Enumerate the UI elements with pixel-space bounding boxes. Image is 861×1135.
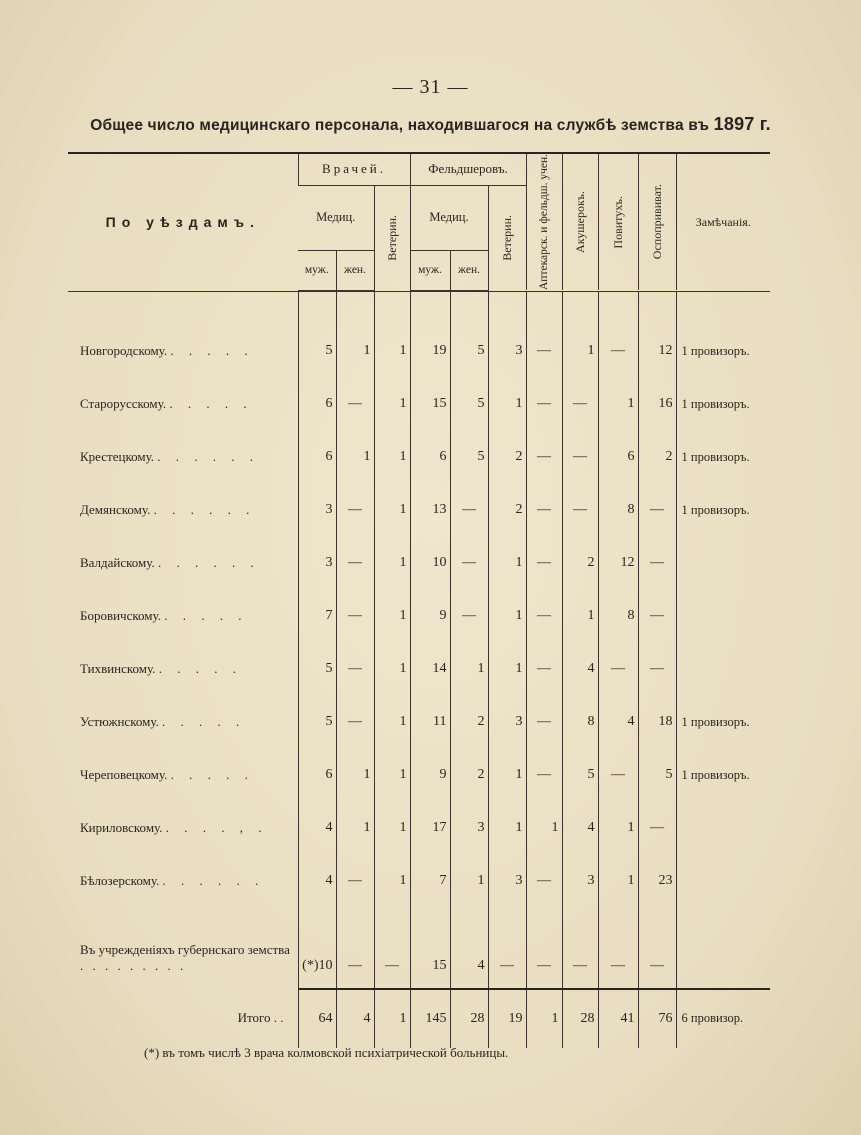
footnote: (*) въ томъ числѣ 3 врача колмовской психіатрической больницы. [144,1045,509,1060]
district-name: Череповецкому. . . . . . [80,767,254,782]
cell-ak: 5 [562,749,598,802]
table-row [68,696,770,749]
cell-remarks: 1 провизоръ. [676,431,770,484]
cell-pov: 6 [598,431,638,484]
cell-d_m: 5 [298,325,336,378]
cell-f_v: 3 [488,325,526,378]
remarks-header: Замѣчанія. [676,153,770,290]
district-name: Бѣлозерскому. . . . . . . [80,873,265,888]
district-header: По уѣздамъ. [105,213,260,230]
cell-ph: — [526,537,562,590]
cell-ak: 1 [562,590,598,643]
district-name: Боровичскому. . . . . . [80,608,248,623]
cell-pov: — [598,749,638,802]
cell-f_m: 17 [410,802,450,855]
cell-f_v: — [488,908,526,978]
cell-f_m: 7 [410,855,450,908]
district-name: Тихвинскому. . . . . . [80,661,242,676]
cell-d_f: — [336,590,374,643]
cell-f_m: 6 [410,431,450,484]
cell-d_m: 3 [298,484,336,537]
vaccinators-header: Оспопрививат. [638,153,676,290]
cell-f_m: 9 [410,749,450,802]
cell-ph: — [526,643,562,696]
pharmacists-header: Аптекарск. и фельдш. учен. [526,153,562,290]
cell-d_m: 3 [298,537,336,590]
cell-pov: 12 [598,537,638,590]
cell-remarks: 1 провизоръ. [676,378,770,431]
cell-pov: — [598,908,638,978]
cell-osp: 12 [638,325,676,378]
cell-pov: 8 [598,484,638,537]
cell-pov: 4 [598,696,638,749]
cell-pov: 1 [598,378,638,431]
cell-f_v: 1 [488,643,526,696]
cell-osp: 16 [638,378,676,431]
cell-ak: 4 [562,802,598,855]
cell-d_m: 7 [298,590,336,643]
cell-d_v: 1 [374,378,410,431]
cell-remarks: 1 провизоръ. [676,749,770,802]
district-name: Демянскому. . . . . . . [80,502,256,517]
feldshers-medical-header: Медиц. [410,185,488,250]
cell-ph: 1 [526,989,562,1048]
cell-ak: 3 [562,855,598,908]
cell-remarks [676,590,770,643]
table-row [68,590,770,643]
cell-ph: — [526,908,562,978]
cell-d_v: 1 [374,855,410,908]
page-number: — 31 — [392,76,469,98]
cell-f_m: 9 [410,590,450,643]
cell-pov: 41 [598,989,638,1048]
district-name: Старорусскому. . . . . . [80,396,253,411]
table-row [68,643,770,696]
cell-ph: — [526,696,562,749]
cell-pov: — [598,325,638,378]
cell-d_m: 6 [298,431,336,484]
doctors-male-header: муж. [298,250,336,290]
cell-d_f: 1 [336,431,374,484]
cell-d_f: — [336,643,374,696]
cell-d_f: — [336,537,374,590]
cell-f_v: 19 [488,989,526,1048]
table-row [68,484,770,537]
cell-d_f: — [336,855,374,908]
cell-f_m: 145 [410,989,450,1048]
table-row [68,537,770,590]
cell-d_v: 1 [374,325,410,378]
cell-f_v: 2 [488,431,526,484]
doctors-vet-header: Ветерин. [374,185,410,290]
title-year: 1897 г. [713,114,771,134]
cell-osp: — [638,802,676,855]
cell-d_f: — [336,696,374,749]
cell-d_m: 6 [298,749,336,802]
cell-remarks: 1 провизоръ. [676,484,770,537]
cell-f_f: — [450,484,488,537]
feldshers-header: Фельдшеровъ. [410,153,526,185]
cell-f_v: 1 [488,749,526,802]
cell-ak: 1 [562,325,598,378]
cell-f_f: 2 [450,696,488,749]
cell-f_f: 1 [450,643,488,696]
cell-d_m: 4 [298,855,336,908]
cell-f_m: 19 [410,325,450,378]
district-name: Крестецкому. . . . . . . [80,449,260,464]
cell-f_m: 15 [410,908,450,978]
cell-ak: — [562,484,598,537]
cell-f_f: 28 [450,989,488,1048]
district-name: Кириловскому. . . . . , . [80,820,268,835]
table-row [68,802,770,855]
cell-ak: — [562,431,598,484]
cell-remarks: 6 провизор. [676,989,770,1048]
cell-d_m: 5 [298,643,336,696]
cell-ph: — [526,855,562,908]
cell-f_f: 2 [450,749,488,802]
title-text: Общее число медицинскаго персонала, находившагося на службѣ земства въ [90,117,710,134]
cell-ak: 2 [562,537,598,590]
cell-f_v: 3 [488,855,526,908]
cell-osp: 5 [638,749,676,802]
cell-d_f: — [336,484,374,537]
cell-d_f: 1 [336,325,374,378]
povitukh-header: Повитухъ. [598,153,638,290]
table-row [68,749,770,802]
cell-remarks [676,643,770,696]
feldshers-vet-header: Ветерин. [488,185,526,290]
cell-pov: 8 [598,590,638,643]
cell-f_m: 13 [410,484,450,537]
cell-ak: 4 [562,643,598,696]
cell-f_m: 14 [410,643,450,696]
cell-ak: 28 [562,989,598,1048]
table-row [68,855,770,908]
cell-remarks: 1 провизоръ. [676,696,770,749]
cell-ph: 1 [526,802,562,855]
cell-d_f: 1 [336,749,374,802]
cell-ph: — [526,378,562,431]
cell-d_v: 1 [374,643,410,696]
cell-remarks: 1 провизоръ. [676,325,770,378]
personnel-table [68,152,770,1048]
cell-pov: — [598,643,638,696]
cell-ph: — [526,590,562,643]
cell-f_v: 1 [488,802,526,855]
cell-f_f: 5 [450,378,488,431]
cell-f_f: 5 [450,325,488,378]
cell-d_v: 1 [374,590,410,643]
cell-d_m: 64 [298,989,336,1048]
cell-osp: 2 [638,431,676,484]
cell-ph: — [526,749,562,802]
cell-ph: — [526,431,562,484]
table-row [68,325,770,378]
table-row [68,431,770,484]
cell-d_v: 1 [374,537,410,590]
cell-f_f: 3 [450,802,488,855]
doctors-female-header: жен. [336,250,374,290]
cell-remarks [676,802,770,855]
cell-d_m: (*)10 [298,908,336,978]
cell-d_f: 4 [336,989,374,1048]
cell-d_f: — [336,908,374,978]
cell-d_v: 1 [374,989,410,1048]
cell-ak: 8 [562,696,598,749]
total-label: Итого . . [237,1010,284,1025]
cell-d_f: — [336,378,374,431]
cell-f_f: 1 [450,855,488,908]
cell-remarks [676,537,770,590]
cell-d_v: 1 [374,802,410,855]
feldshers-male-header: муж. [410,250,450,290]
cell-osp: 23 [638,855,676,908]
cell-ph: — [526,484,562,537]
district-name: Новгородскому. . . . . . [80,343,254,358]
total-row [68,989,770,1048]
cell-d_v: 1 [374,696,410,749]
cell-remarks [676,855,770,908]
cell-f_f: 4 [450,908,488,978]
cell-pov: 1 [598,802,638,855]
cell-d_v: 1 [374,749,410,802]
cell-osp: — [638,643,676,696]
cell-osp: — [638,590,676,643]
cell-d_m: 4 [298,802,336,855]
cell-f_v: 1 [488,378,526,431]
cell-f_f: — [450,590,488,643]
cell-pov: 1 [598,855,638,908]
feldshers-female-header: жен. [450,250,488,290]
institutions-name: Въ учрежденіяхъ губернскаго земства . . . . . . . . . [80,941,290,973]
midwives-header: Акушерокъ. [562,153,598,290]
cell-f_v: 1 [488,590,526,643]
cell-f_v: 1 [488,537,526,590]
cell-d_v: 1 [374,484,410,537]
district-name: Устюжнскому. . . . . . [80,714,246,729]
cell-ph: — [526,325,562,378]
cell-f_v: 3 [488,696,526,749]
cell-d_m: 6 [298,378,336,431]
cell-ak: — [562,908,598,978]
cell-f_m: 15 [410,378,450,431]
cell-f_m: 11 [410,696,450,749]
cell-osp: — [638,537,676,590]
cell-f_f: — [450,537,488,590]
cell-f_v: 2 [488,484,526,537]
cell-osp: — [638,484,676,537]
cell-d_m: 5 [298,696,336,749]
cell-d_f: 1 [336,802,374,855]
cell-osp: 18 [638,696,676,749]
cell-osp: — [638,908,676,978]
doctors-header: Врачей. [298,153,410,185]
cell-d_v: 1 [374,431,410,484]
cell-f_f: 5 [450,431,488,484]
table-row [68,378,770,431]
cell-osp: 76 [638,989,676,1048]
cell-remarks [676,908,770,978]
institutions-row [68,908,770,978]
page-title [0,114,861,135]
district-name: Валдайскому. . . . . . . [80,555,260,570]
doctors-medical-header: Медиц. [298,185,374,250]
cell-f_m: 10 [410,537,450,590]
cell-d_v: — [374,908,410,978]
cell-ak: — [562,378,598,431]
